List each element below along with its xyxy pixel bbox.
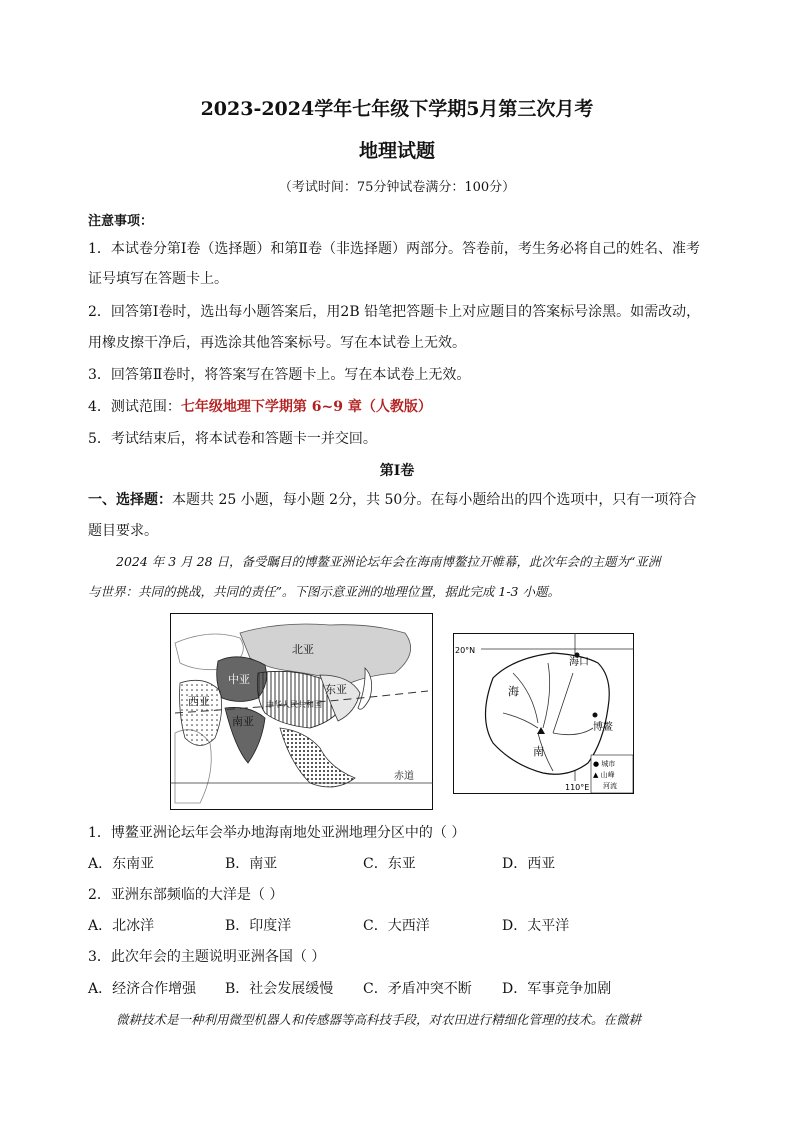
asia-map (170, 613, 433, 810)
label-east-asia: 东亚 (325, 683, 347, 696)
q1-option-d[interactable]: D．西亚 (502, 856, 556, 872)
question-3: 3．此次年会的主题说明亚洲各国（ ） (88, 949, 326, 965)
legend-river: 河流 (603, 782, 617, 790)
notes-heading: 注意事项： (88, 214, 154, 229)
note-1a: 1．本试卷分第Ⅰ卷（选择题）和第Ⅱ卷（非选择题）两部分。答卷前，考生务必将自己的姓名、准考 (88, 241, 700, 257)
section-heading (88, 489, 696, 509)
note-4-range: 七年级地理下学期第 6~9 章（人教版） (180, 399, 432, 415)
label-south-asia: 南亚 (232, 715, 254, 728)
passage2-line1: 微耕技术是一种利用微型机器人和传感器等高科技手段，对农田进行精细化管理的技术。在微耕 (116, 1012, 642, 1027)
time-note: （考试时间：75分钟试卷满分：100分） (278, 180, 516, 195)
q2-option-c[interactable]: C．大西洋 (363, 918, 430, 934)
q3-option-a[interactable]: A．经济合作增强 (88, 981, 197, 997)
q1-option-a[interactable]: A．东南亚 (88, 856, 155, 872)
label-china: 中华人民共和国 (266, 700, 322, 709)
passage1-line1: 2024 年 3 月 28 日，备受瞩目的博鳌亚洲论坛年会在海南博鳌拉开帷幕，此次年会的主题为“亚洲 (116, 554, 661, 569)
label-hai: 海 (508, 685, 519, 698)
q3-option-b[interactable]: B．社会发展缓慢 (225, 981, 334, 997)
volume-label: 第Ⅰ卷 (379, 463, 415, 479)
label-lon: 110°E (565, 783, 590, 792)
question-2: 2．亚洲东部频临的大洋是（ ） (88, 887, 284, 903)
label-equator: 赤道 (394, 771, 414, 782)
label-north-asia: 北亚 (292, 643, 314, 656)
note-5: 5．考试结束后，将本试卷和答题卡一并交回。 (88, 431, 377, 447)
note-1b: 证号填写在答题卡上。 (88, 271, 228, 287)
note-2a: 2．回答第Ⅰ卷时，选出每小题答案后，用2B 铅笔把答题卡上对应题目的答案标号涂黑。如需改动， (88, 304, 701, 320)
q2-option-b[interactable]: B．印度洋 (225, 918, 292, 934)
subject-title: 地理试题 (358, 140, 435, 162)
note-4 (88, 396, 432, 416)
q1-option-b[interactable]: B．南亚 (225, 856, 278, 872)
question-1: 1．博鳌亚洲论坛年会举办地海南地处亚洲地理分区中的（ ） (88, 825, 466, 841)
label-central-asia: 中亚 (228, 673, 250, 686)
q1-option-c[interactable]: C．东亚 (363, 856, 416, 872)
legend-peak: ▲ 山峰 (593, 771, 615, 779)
label-west-asia: 西亚 (188, 695, 210, 708)
label-boao: 博鳌 (593, 722, 613, 733)
region-west-asia (180, 680, 222, 745)
section-heading-cont: 题目要求。 (88, 523, 158, 539)
section-heading-text: 本题共 25 小题，每小题 2分，共 50分。在每小题给出的四个选项中，只有一项符合 (172, 492, 697, 508)
hainan-map (453, 633, 634, 794)
passage1-line2: 与世界：共同的挑战，共同的责任”。下图示意亚洲的地理位置，据此完成 1-3 小题。 (88, 584, 560, 599)
label-lat: 20°N (455, 646, 476, 655)
q2-option-d[interactable]: D．太平洋 (502, 918, 570, 934)
note-3: 3．回答第Ⅱ卷时，将答案写在答题卡上。写在本试卷上无效。 (88, 367, 471, 383)
note-4-label: 4．测试范围： (88, 399, 181, 415)
section-heading-label: 一、选择题： (88, 492, 172, 508)
exam-title: 2023-2024学年七年级下学期5月第三次月考 (200, 98, 594, 120)
label-nan: 南 (533, 745, 544, 758)
q3-option-c[interactable]: C．矛盾冲突不断 (363, 981, 472, 997)
legend-city: ● 城市 (593, 760, 616, 768)
q2-option-a[interactable]: A．北冰洋 (88, 918, 155, 934)
q3-option-d[interactable]: D．军事竞争加剧 (502, 981, 612, 997)
note-2b: 用橡皮擦干净后，再选涂其他答案标号。写在本试卷上无效。 (88, 335, 466, 351)
label-haikou: 海口 (569, 657, 589, 668)
